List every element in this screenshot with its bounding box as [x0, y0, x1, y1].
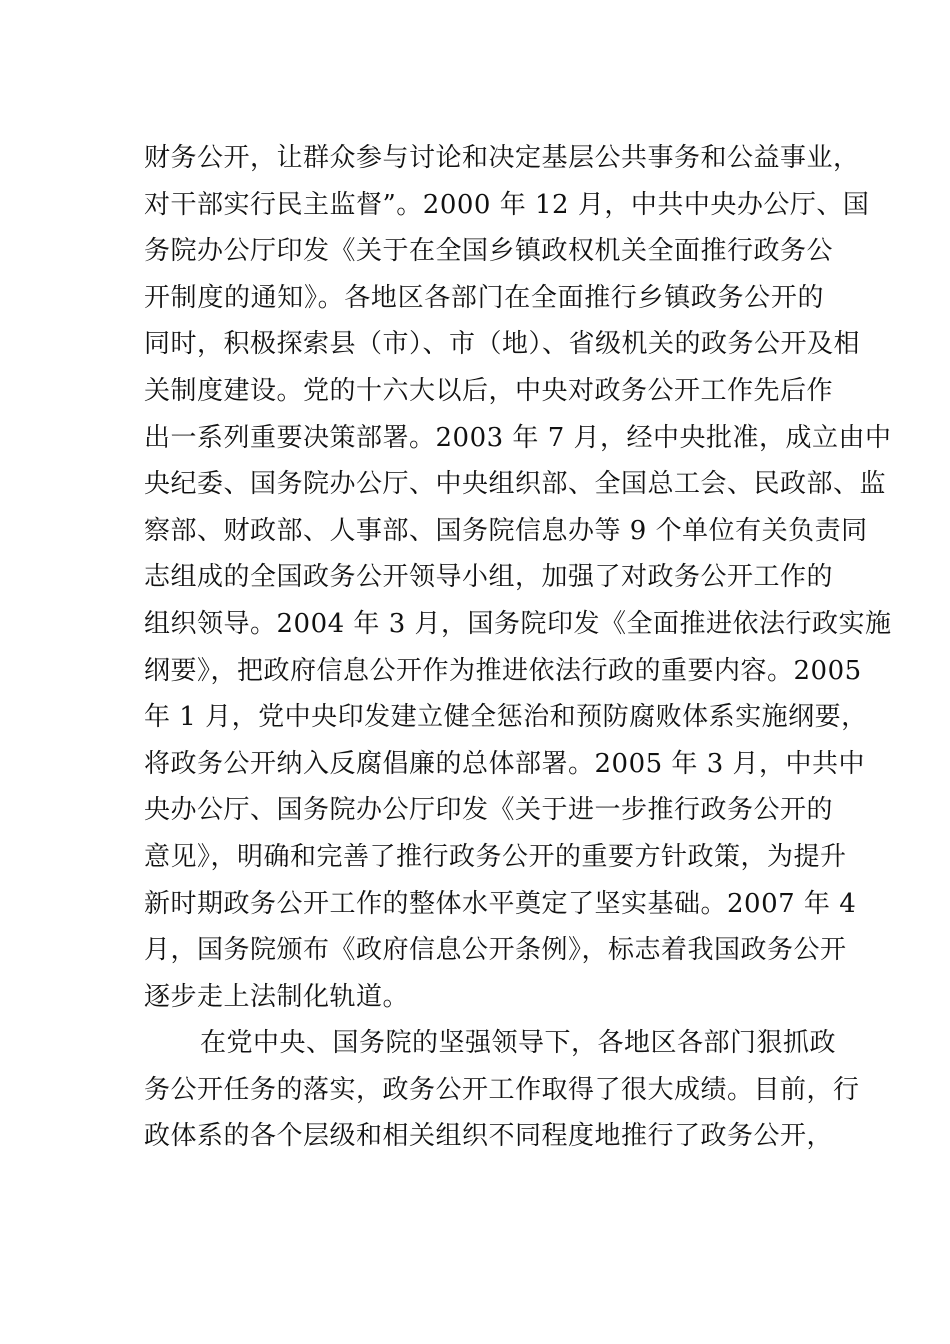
text-line: 关制度建设。党的十六大以后，中央对政务公开工作先后作 [144, 375, 834, 406]
text-line: 央办公厅、国务院办公厅印发《关于进一步推行政务公开的 [144, 795, 834, 826]
paragraph-end-line: 逐步走上法制化轨道。 [144, 981, 410, 1012]
text-line: 开制度的通知》。各地区各部门在全面推行乡镇政务公开的 [144, 282, 824, 313]
text-line: 纲要》，把政府信息公开作为推进依法行政的重要内容。2005 [144, 655, 862, 686]
text-line: 新时期政务公开工作的整体水平奠定了坚实基础。2007 年 4 [144, 888, 857, 919]
text-line: 将政务公开纳入反腐倡廉的总体部署。2005 年 3 月，中共中 [144, 748, 866, 779]
text-line: 年 1 月，党中央印发建立健全惩治和预防腐败体系实施纲要， [144, 702, 868, 733]
text-line: 财务公开，让群众参与讨论和决定基层公共事务和公益事业， [144, 143, 860, 173]
text-line: 意见》，明确和完善了推行政务公开的重要方针政策，为提升 [144, 841, 847, 872]
text-line: 组织领导。2004 年 3 月，国务院印发《全面推进依法行政实施 [144, 608, 892, 639]
text-line: 志组成的全国政务公开领导小组，加强了对政务公开工作的 [144, 562, 834, 593]
text-line: 同时，积极探索县（市）、市（地）、省级机关的政务公开及相 [144, 329, 861, 360]
text-line: 央纪委、国务院办公厅、中央组织部、全国总工会、民政部、监 [144, 469, 887, 500]
body-text [144, 135, 892, 1160]
text-line: 出一系列重要决策部署。2003 年 7 月，经中央批准，成立由中 [144, 422, 892, 453]
text-line: 月，国务院颁布《政府信息公开条例》，标志着我国政务公开 [144, 935, 847, 966]
paragraph-first-line: 在党中央、国务院的坚强领导下，各地区各部门狠抓政 [200, 1028, 837, 1059]
text-line: 察部、财政部、人事部、国务院信息办等 9 个单位有关负责同 [144, 515, 868, 546]
text-line: 政体系的各个层级和相关组织不同程度地推行了政务公开， [144, 1121, 834, 1152]
text-line: 对干部实行民主监督”。2000 年 12 月，中共中央办公厅、国 [144, 189, 870, 220]
text-line: 务公开任务的落实，政务公开工作取得了很大成绩。目前，行 [144, 1074, 860, 1105]
text-line: 务院办公厅印发《关于在全国乡镇政权机关全面推行政务公 [144, 236, 834, 267]
